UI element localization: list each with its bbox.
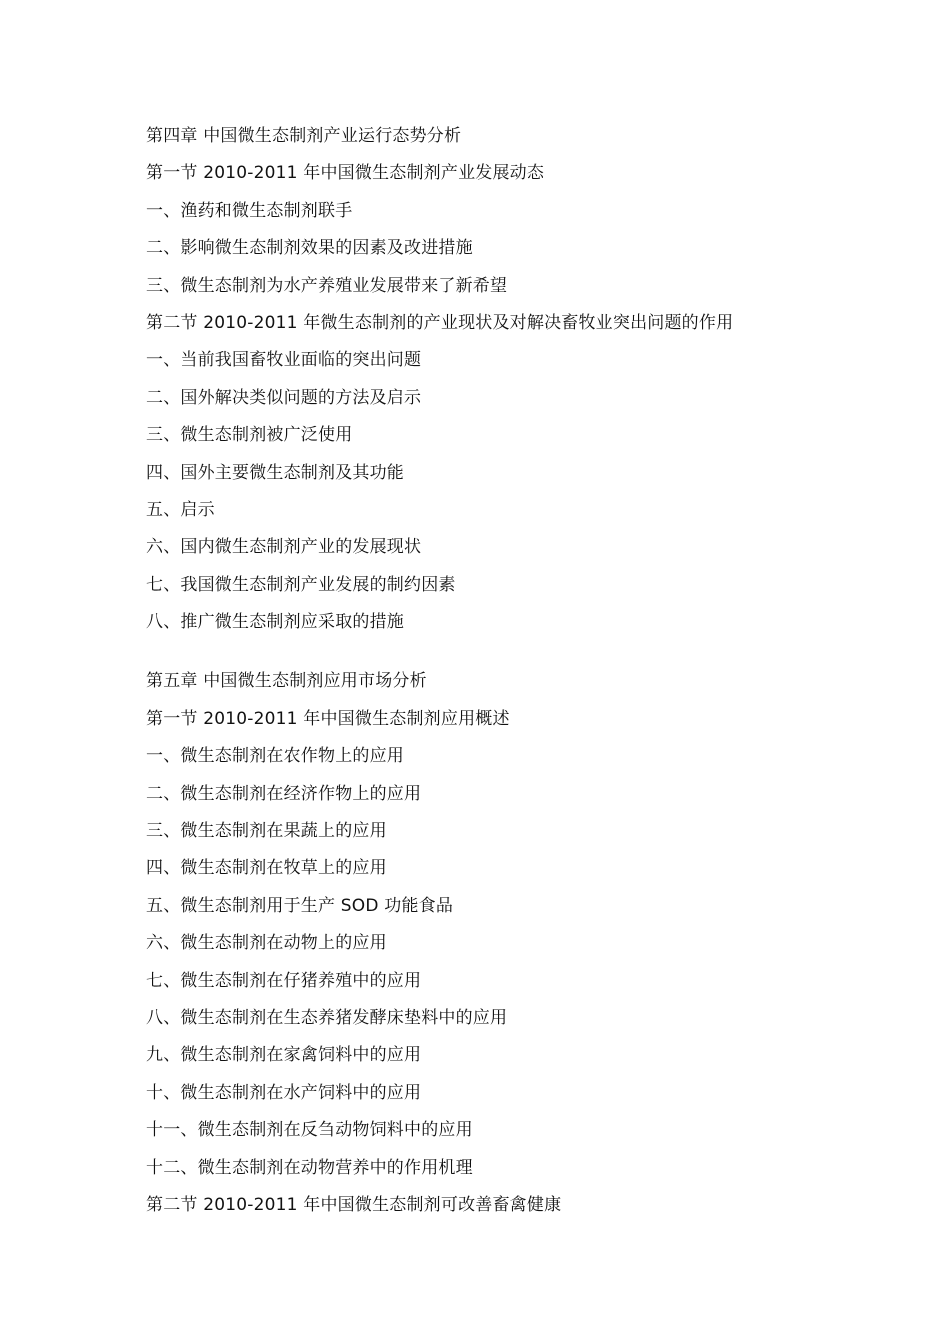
toc-item: 四、微生态制剂在牧草上的应用 [146,858,387,879]
section-heading: 第一节 2010-2011 年中国微生态制剂应用概述 [146,708,510,729]
toc-item: 六、微生态制剂在动物上的应用 [146,933,387,954]
toc-item: 九、微生态制剂在家禽饲料中的应用 [146,1045,422,1066]
toc-item: 七、微生态制剂在仔猪养殖中的应用 [146,970,422,991]
chapter-spacer [146,641,846,663]
chapter-heading: 第四章 中国微生态制剂产业运行态势分析 [146,126,462,146]
toc-item: 三、微生态制剂被广泛使用 [146,425,353,446]
toc-item: 八、推广微生态制剂应采取的措施 [146,612,404,633]
toc-section-chapter-4 [146,118,846,641]
toc-item: 三、微生态制剂为水产养殖业发展带来了新希望 [146,275,508,296]
chapter-heading: 第五章 中国微生态制剂应用市场分析 [146,671,427,692]
toc-item: 十二、微生态制剂在动物营养中的作用机理 [146,1157,473,1178]
toc-item: 十一、微生态制剂在反刍动物饲料中的应用 [146,1120,473,1141]
toc-item: 三、微生态制剂在果蔬上的应用 [146,821,387,842]
toc-item: 五、微生态制剂用于生产 SOD 功能食品 [146,895,454,916]
toc-section-chapter-5 [146,663,846,1224]
toc-item: 七、我国微生态制剂产业发展的制约因素 [146,574,456,595]
toc-item: 二、国外解决类似问题的方法及启示 [146,387,422,408]
toc-page [146,118,846,1224]
toc-item: 二、影响微生态制剂效果的因素及改进措施 [146,238,473,259]
toc-item: 一、渔药和微生态制剂联手 [146,200,353,221]
toc-item: 五、启示 [146,499,215,520]
toc-item: 四、国外主要微生态制剂及其功能 [146,462,404,483]
toc-item: 一、微生态制剂在农作物上的应用 [146,746,404,767]
section-heading: 第二节 2010-2011 年微生态制剂的产业现状及对解决畜牧业突出问题的作用 [146,312,734,333]
toc-item: 八、微生态制剂在生态养猪发酵床垫料中的应用 [146,1007,508,1028]
toc-item: 二、微生态制剂在经济作物上的应用 [146,783,422,804]
toc-item: 十、微生态制剂在水产饲料中的应用 [146,1082,422,1103]
toc-item: 一、当前我国畜牧业面临的突出问题 [146,350,422,371]
section-heading: 第一节 2010-2011 年中国微生态制剂产业发展动态 [146,163,545,184]
toc-item: 六、国内微生态制剂产业的发展现状 [146,537,422,558]
section-heading: 第二节 2010-2011 年中国微生态制剂可改善畜禽健康 [146,1194,562,1215]
